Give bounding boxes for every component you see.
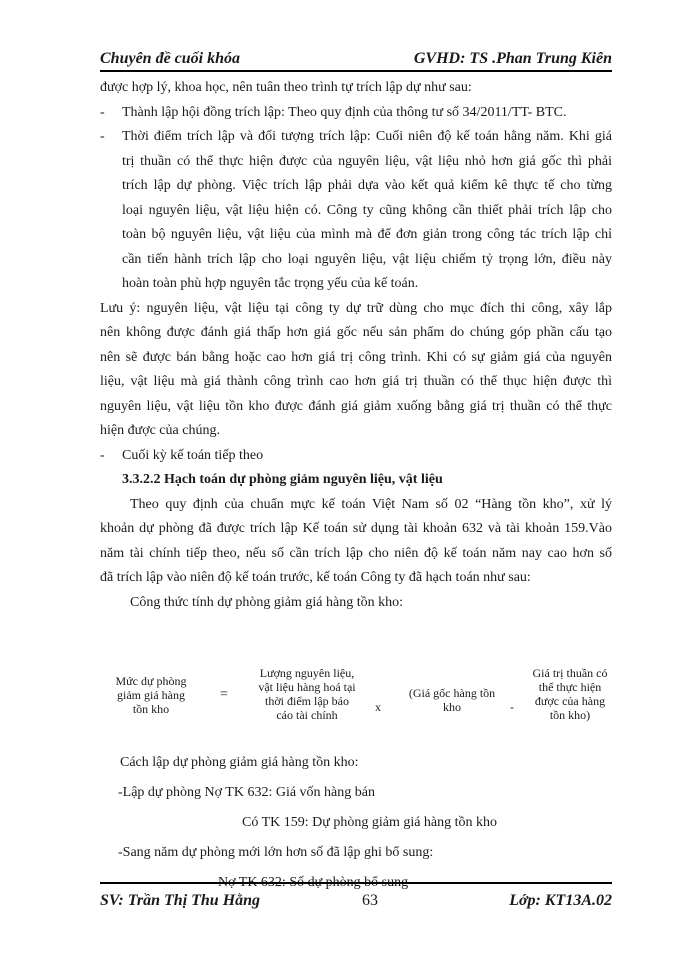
document-body	[100, 76, 612, 615]
text-line: cần tiến hành trích lập cho loại nguyên liệu, vật liệu chiếm tỷ trọng lớn, điều này	[122, 251, 612, 267]
text-line: trị thuần có thể thực hiện được của nguyên liệu, vật liệu nhỏ hơn giá gốc thì phải	[122, 153, 612, 169]
formula	[100, 662, 612, 742]
header-course-title: Chuyên đề cuối khóa	[100, 50, 241, 67]
text-line: khoản dự phòng đã được trích lập Kế toán sử dụng tài khoản 632 và tài khoản 159.Vào	[100, 521, 612, 536]
formula-cost-term: (Giá gốc hàng tồn kho	[408, 686, 496, 714]
text-line: hiện được của chúng.	[100, 423, 220, 438]
section-heading: 3.3.2.2 Hạch toán dự phòng giảm nguyên liệu, vật liệu	[122, 472, 443, 487]
text-line: trích lập dự phòng. Việc trích lập phải dựa vào kết quả kiểm kê thực tế cho từng	[122, 178, 612, 193]
text-line: Cách lập dự phòng giảm giá hàng tồn kho:	[120, 755, 359, 770]
text-line: nên không được đánh giá thấp hơn giá gốc nếu sản phẩm do chúng góp phần cấu tạo	[100, 325, 612, 340]
text-line: -Sang năm dự phòng mới lớn hơn số đã lập ghi bổ sung:	[118, 845, 434, 860]
text-line: Theo quy định của chuẩn mực kế toán Việt Nam số 02 “Hàng tồn kho”, xử lý	[130, 496, 612, 512]
text-line: toàn bộ nguyên liệu, vật liệu của mình mà để đơn giản trong công tác trích lập chỉ	[122, 227, 612, 242]
page-header	[100, 30, 612, 72]
text-line: năm tài chính tiếp theo, nếu số cần trích lập cho niên độ kế toán năm nay cao hơn số	[100, 545, 612, 561]
text-line: hoàn toàn phù hợp nguyên tắc trọng yếu của kế toán.	[122, 276, 419, 291]
header-supervisor: GVHD: TS .Phan Trung Kiên	[413, 50, 612, 67]
text-line: loại nguyên liệu, vật liệu hiện có. Công ty cũng không cần thiết phải trích lập cho	[122, 202, 612, 218]
formula-net-value-term: Giá trị thuần có thể thực hiện được của hàng tồn kho)	[532, 666, 608, 722]
formula-multiply: x	[375, 700, 381, 714]
text-line: Nợ TK 632: Số dự phòng bổ sung	[218, 875, 409, 890]
text-line: -Lập dự phòng Nợ TK 632: Giá vốn hàng bán	[118, 785, 375, 800]
bullet-item: - Thời điểm trích lập và đối tượng trích lập: Cuối niên độ kế toán hằng năm. Khi giá	[100, 129, 612, 144]
bullet-item: - Thành lập hội đồng trích lập: Theo quy định của thông tư số 34/2011/TT- BTC.	[100, 104, 567, 120]
accounting-entries	[100, 748, 612, 898]
formula-minus: -	[510, 700, 514, 714]
text-line: Có TK 159: Dự phòng giảm giá hàng tồn kho	[242, 815, 498, 830]
text-line: đã trích lập vào niên độ kế toán trước, kế toán Công ty đã hạch toán như sau:	[100, 570, 531, 585]
page-footer	[100, 882, 612, 914]
formula-left-term: Mức dự phòng giảm giá hàng tồn kho	[115, 674, 187, 716]
text-line: nguyên liệu, vật liệu tồn kho được đánh giá giảm xuống bằng giá trị thuần có thể thực	[100, 398, 612, 414]
footer-student: SV: Trần Thị Thu Hằng	[100, 892, 261, 909]
bullet-item: - Cuối kỳ kế toán tiếp theo	[100, 447, 264, 463]
formula-equals: =	[220, 687, 228, 702]
text-line: được hợp lý, khoa học, nên tuân theo trình tự trích lập dự như sau:	[100, 80, 472, 95]
text-line: Lưu ý: nguyên liệu, vật liệu tại công ty dự trữ dùng cho mục đích thi công, xây lắp	[100, 300, 612, 316]
text-line: Công thức tính dự phòng giảm giá hàng tồn kho:	[130, 594, 403, 610]
text-line: liệu, vật liệu mà giá thành công trình cao hơn giá trị thuần có thể thục hiện được thì	[100, 374, 612, 389]
formula-quantity-term: Lượng nguyên liệu, vật liệu hàng hoá tại thời điểm lập báo cáo tài chính	[258, 666, 356, 722]
footer-class: Lớp: KT13A.02	[509, 892, 612, 909]
text-line: nên sẽ được bán bằng hoặc cao hơn giá trị công trình. Khi có sự giảm giá của nguyên	[100, 349, 612, 365]
page-number: 63	[362, 892, 378, 909]
